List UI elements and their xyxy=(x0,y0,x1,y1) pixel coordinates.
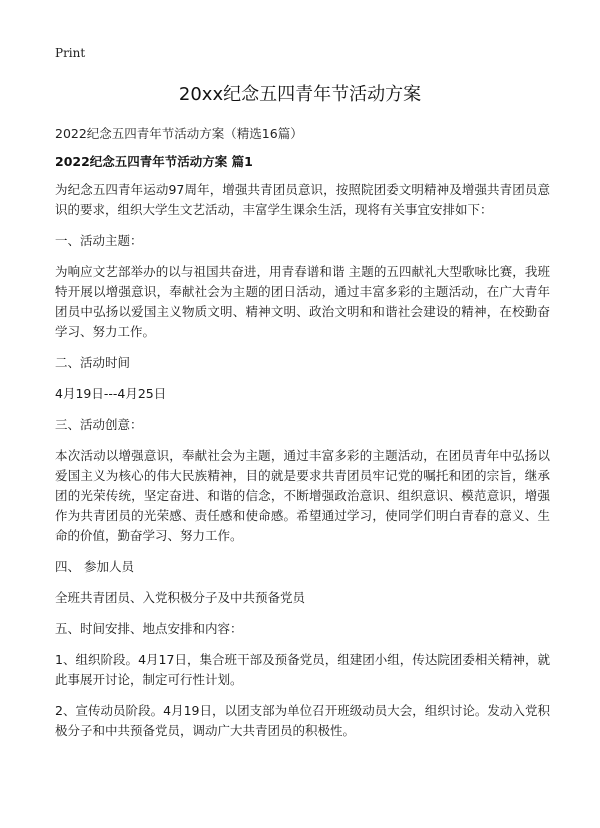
heading-activity-time: 二、活动时间 xyxy=(55,355,131,370)
heading-activity-theme: 一、活动主题： xyxy=(55,233,143,248)
heading-activity-idea: 三、活动创意： xyxy=(55,417,143,432)
print-label: Print xyxy=(55,46,86,60)
theme-paragraph: 为响应文艺部举办的以与祖国共奋进，用青春谱和谐 主题的五四献礼大型歌咏比赛，我班特开展以增强意识，奉献社会为主题的团日活动，通过丰富多彩的主题活动，在广大青年团员中弘扬以爱国主义物质文明、精神文明、政治文明和和谐社会建设的精神，在校勤奋学习、努力工作。 xyxy=(55,264,550,339)
intro-paragraph: 为纪念五四青年运动97周年，增强共青团员意识，按照院团委文明精神及增强共青团员意识的要求，组织大学生文艺活动，丰富学生课余生活，现将有关事宜安排如下： xyxy=(55,182,550,217)
section-title: 2022纪念五四青年节活动方案 篇1 xyxy=(55,154,253,169)
heading-participants: 四、 参加人员 xyxy=(55,559,134,574)
document-body xyxy=(55,180,550,752)
participants-paragraph: 全班共青团员、入党积极分子及中共预备党员 xyxy=(55,590,306,605)
document-subtitle: 2022纪念五四青年节活动方案（精选16篇） xyxy=(55,126,303,141)
schedule-item-1: 1、组织阶段。4月17日，集合班干部及预备党员，组建团小组，传达院团委相关精神，就此事展开讨论，制定可行性计划。 xyxy=(55,652,550,687)
time-paragraph: 4月19日---4月25日 xyxy=(55,386,167,401)
idea-paragraph: 本次活动以增强意识，奉献社会为主题，通过丰富多彩的主题活动，在团员青年中弘扬以爱国主义为核心的伟大民族精神，目的就是要求共青团员牢记党的嘱托和团的宗旨，继承团的光荣传统，坚定奋进、和谐的信念，不断增强政治意识、组织意识、模范意识，增强作为共青团员的光荣感、责任感和使命感。希望通过学习，使同学们明白青春的意义、生命的价值，勤奋学习、努力工作。 xyxy=(55,448,550,543)
schedule-item-2: 2、宣传动员阶段。4月19日，以团支部为单位召开班级动员大会，组织讨论。发动入党积极分子和中共预备党员，调动广大共青团员的积极性。 xyxy=(55,703,550,738)
document-title: 20xx纪念五四青年节活动方案 xyxy=(178,84,422,105)
heading-schedule: 五、时间安排、地点安排和内容： xyxy=(55,621,243,636)
